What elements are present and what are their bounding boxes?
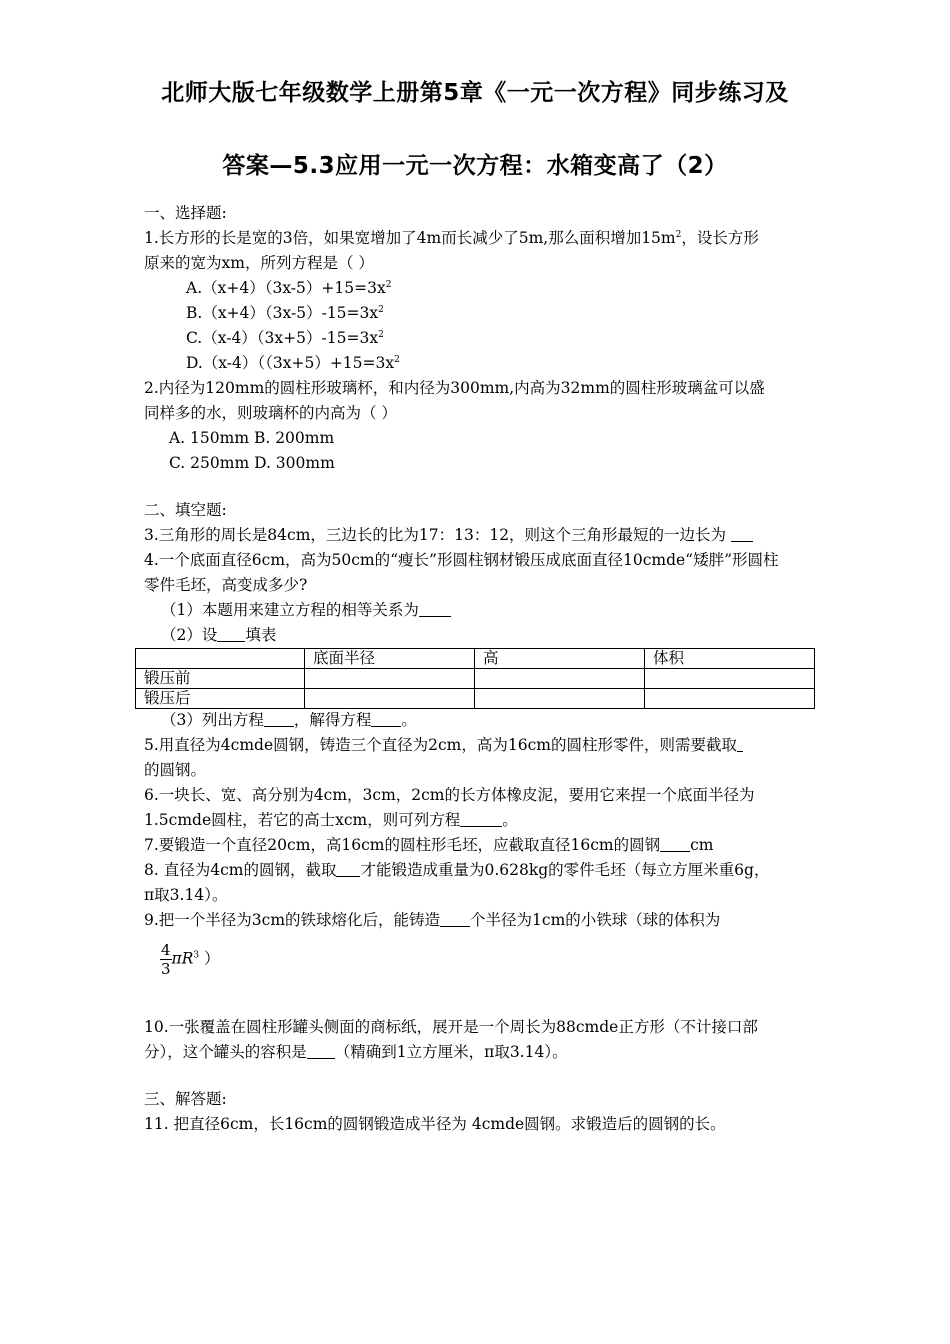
doc-title-line2: 答案—5.3应用一元一次方程：水箱变高了（2） (222, 153, 728, 179)
q1-option-d[interactable]: $D.(x-4)((3x+5)+15=3x^2$ (186, 354, 400, 372)
q8-blank[interactable] (336, 861, 360, 877)
q2-line1: 2.内径为120mm的圆柱形玻璃杯，和内径为300mm,内高为32mm的圆柱形玻璃盆可以盛 (144, 379, 765, 397)
q4-fill-table (135, 648, 815, 709)
q1-option-c[interactable]: $C.(x-4)(3x+5)-15=3x^2$ (186, 329, 384, 347)
q4-part3-blank2[interactable] (371, 711, 401, 727)
table-row (136, 669, 815, 689)
q3: 3.三角形的周长是84cm，三边长的比为17：13：12，则这个三角形最短的一边长为 (144, 523, 816, 548)
q4-part2: （2）设 填表 (161, 626, 277, 644)
q10-line1: 10.一张覆盖在圆柱形罐头侧面的商标纸，展开是一个周长为88cmde正方形（不计接口部 (144, 1018, 758, 1036)
table-header-cell (136, 649, 305, 669)
table-row-label: 锻压前 (136, 669, 305, 689)
q2-options-cd[interactable]: C. 250mm D. 300mm (169, 454, 335, 472)
q4-part3: （3）列出方程 ，解得方程 。 (161, 711, 417, 729)
q1-option-b[interactable]: $B.(x+4)(3x-5)-15=3x^2$ (186, 304, 384, 322)
q4-part3-blank1[interactable] (264, 711, 294, 727)
table-row (136, 689, 815, 709)
q10-blank[interactable] (307, 1043, 335, 1059)
doc-body (144, 201, 816, 648)
q8-line2: π取3.14）。 (144, 886, 228, 904)
table-header-cell: 底面半径 (305, 649, 475, 669)
section3-heading: 三、解答题: (144, 1090, 227, 1108)
table-header-row (136, 649, 815, 669)
q5-blank[interactable] (737, 736, 743, 752)
q2-line2: 同样多的水，则玻璃杯的内高为（ ） (144, 404, 397, 422)
table-cell-input[interactable] (644, 669, 814, 689)
q8-line1: 8. 直径为4cm的圆钢，截取 才能锻造成重量为0.628kg的零件毛坯（每立方厘米重6g， (144, 861, 770, 879)
section2-heading: 二、填空题: (144, 501, 227, 519)
q9-blank[interactable] (440, 911, 470, 927)
table-row-label: 锻压后 (136, 689, 305, 709)
q4-line1: 4.一个底面直径6cm，高为50cm的“瘦长”形圆柱钢材锻压成底面直径10cmde“矮胖”形圆柱 (144, 551, 779, 569)
q7: 7.要锻造一个直径20cm，高16cm的圆柱形毛坯，应截取直径16cm的圆钢 cm (144, 836, 714, 854)
q3-answer-blank[interactable] (731, 526, 753, 542)
table-header-cell: 体积 (644, 649, 814, 669)
q1-line2: 原来的宽为xm，所列方程是（ ） (144, 254, 374, 272)
q4-part1: （1）本题用来建立方程的相等关系为 (144, 598, 816, 623)
q6-blank[interactable] (460, 811, 502, 827)
q4-part2-blank[interactable] (217, 626, 245, 642)
q4-part1-blank[interactable] (419, 601, 451, 617)
table-header-cell: 高 (474, 649, 644, 669)
q7-blank[interactable] (660, 836, 690, 852)
q10-line2: 分），这个罐头的容积是 （精确到1立方厘米，π取3.14）。 (144, 1043, 568, 1061)
doc-body-continued (144, 708, 816, 1137)
table-cell-input[interactable] (305, 669, 475, 689)
q5-line1: 5.用直径为4cmde圆钢，铸造三个直径为2cm，高为16cm的圆柱形零件，则需要截取 (144, 733, 816, 758)
q6-line1: 6.一块长、宽、高分别为4cm，3cm，2cm的长方体橡皮泥，要用它来捏一个底面半径为 (144, 786, 755, 804)
table-cell-input[interactable] (305, 689, 475, 709)
table-cell-input[interactable] (644, 689, 814, 709)
q11: 11. 把直径6cm，长16cm的圆钢锻造成半径为 4cmde圆钢。求锻造后的圆钢的长。 (144, 1115, 726, 1133)
q5-line2: 的圆钢。 (144, 761, 207, 779)
q9-fraction: $\frac{4}{3}$ (161, 941, 171, 978)
q2-options-ab[interactable]: A. 150mm B. 200mm (169, 429, 335, 447)
q4-line2: 零件毛坯，高变成多少? (144, 576, 308, 594)
q1-line1: 1.长方形的长是宽的3倍，如果宽增加了4m而长减少了5m,那么面积增加$15m^2$，设长方形 (144, 229, 759, 247)
q1-option-a[interactable]: $A.(x+4)(3x-5)+15=3x^2$ (186, 279, 392, 297)
q6-line2: 1.5cmde圆柱，若它的高士xcm，则可列方程 。 (144, 811, 518, 829)
q9-line1: 9.把一个半径为3cm的铁球熔化后，能铸造 个半径为1cm的小铁球（球的体积为 (144, 911, 721, 929)
table-cell-input[interactable] (474, 669, 644, 689)
section1-heading: 一、选择题: (144, 204, 227, 222)
doc-title-line1: 北师大版七年级数学上册第5章《一元一次方程》同步练习及 (161, 80, 789, 106)
q9-formula: $\frac{4}{3}$ $\pi R^3$ ） (161, 941, 220, 978)
table-cell-input[interactable] (474, 689, 644, 709)
